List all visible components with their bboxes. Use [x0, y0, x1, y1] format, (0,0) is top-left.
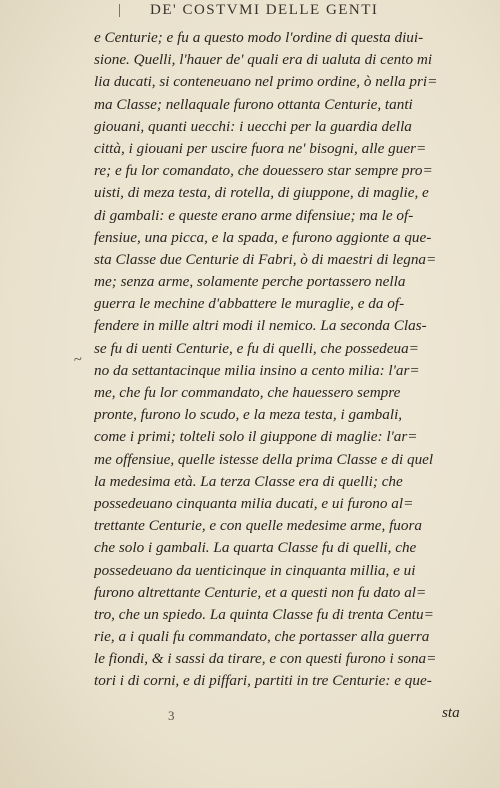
text-line: me offensiue, quelle istesse della prima Classe e di quel [94, 450, 434, 468]
text-line: fendere in mille altri modi il nemico. La seconda Clas- [94, 317, 427, 335]
body-text [94, 27, 474, 693]
catchword: sta [442, 704, 460, 721]
text-line: lia ducati, si conteneuano nel primo ordine, ò nella pri= [94, 73, 438, 91]
text-line: e Centurie; e fu a questo modo l'ordine di questa diui- [94, 29, 424, 46]
text-line: sione. Quelli, l'hauer de' quali era di ualuta di cento mi [94, 51, 433, 69]
text-line: la medesima età. La terza Classe era di quelli; che [94, 472, 403, 490]
text-line: le fiondi, & i sassi da tirare, e con questi furono i sona= [94, 650, 437, 668]
text-line: trettante Centurie, e con quelle medesime arme, fuora [94, 517, 422, 535]
text-line: se fu di uenti Centurie, e fu di quelli, che possedeua= [94, 339, 419, 357]
text-line: tro, che un spiedo. La quinta Classe fu di trenta Centu= [94, 605, 434, 623]
text-line: possedeuano da uenticinque in cinquanta millia, e ui [94, 561, 416, 579]
running-head: DE' COSTVMI DELLE GENTI [150, 2, 379, 18]
text-line: che solo i gambali. La quarta Classe fu di quelli, che [94, 539, 417, 557]
text-line: fensiue, una picca, e la spada, e furono aggionte a que- [94, 228, 432, 246]
margin-mark: | [118, 2, 122, 18]
text-line: pronte, furono lo scudo, e la meza testa, i gambali, [94, 406, 403, 424]
text-line: furono altrettante Centurie, et a questi non fu dato al= [94, 583, 427, 601]
text-line: me; senza arme, solamente perche portassero nella [94, 273, 406, 291]
text-line: sta Classe due Centurie di Fabri, ò di maestri di legna= [94, 250, 437, 268]
text-line: no da settantacinque milia insino a cento milia: l'ar= [94, 361, 420, 379]
text-line: giouani, quanti uecchi: i uecchi per la guardia della [94, 117, 412, 135]
text-line: possedeuano cinquanta milia ducati, e ui furono al= [94, 494, 414, 512]
text-line: rie, a i quali fu commandato, che portasser alla guerra [94, 628, 430, 646]
text-line: re; e fu lor comandato, che douessero star sempre pro= [94, 162, 433, 180]
text-line: città, i giouani per uscire fuora ne' bisogni, alle guer= [94, 139, 427, 157]
text-line: me, che fu lor commandato, che hauessero sempre [94, 384, 401, 401]
text-line: uisti, di meza testa, di rotella, di giuppone, di maglie, e [94, 184, 429, 202]
text-line: guerra le mechine d'abbattere le muraglie, e da of- [94, 295, 405, 313]
text-line: ma Classe; nellaquale furono ottanta Centurie, tanti [94, 95, 413, 113]
text-line: come i primi; tolteli solo il giuppone di maglie: l'ar= [94, 428, 418, 446]
text-line: tori i di corni, e di piffari, partiti in tre Centurie: e que- [94, 672, 432, 690]
signature-mark: 3 [168, 708, 175, 723]
text-line: di gambali: e queste erano arme difensiue; ma le of- [94, 206, 414, 224]
marginal-pointing-mark: ~ [72, 351, 84, 369]
